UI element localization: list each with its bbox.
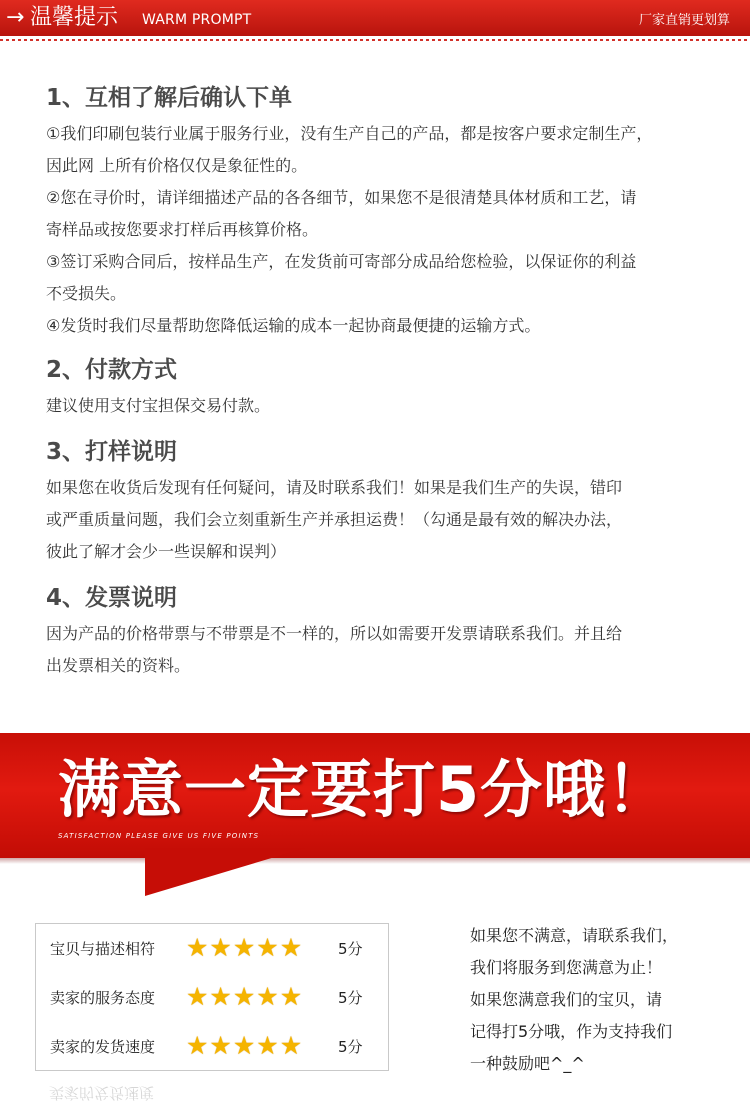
header-subtitle: WARM PROMPT (142, 12, 252, 28)
rating-row (36, 924, 388, 973)
star-icon: ★ (186, 1031, 209, 1060)
section-line: 因为产品的价格带票与不带票是不一样的，所以如需要开发票请联系我们。并且给 (46, 624, 623, 643)
star-icon: ★ (232, 933, 256, 962)
header-bar (0, 0, 750, 38)
rating-score: 5分 (338, 1038, 363, 1056)
star-icon: ★ (232, 982, 256, 1011)
section-line: 或严重质量问题，我们会立刻重新生产并承担运费！（勾通是最有效的解决办法， (46, 510, 623, 529)
star-icon: ★ (209, 982, 232, 1011)
section-line: 如果您在收货后发现有任何疑问，请及时联系我们！如果是我们生产的失误，错印 (46, 478, 623, 497)
side-message-line: 记得打5分哦，作为支持我们 (470, 1022, 673, 1041)
reflection-label: 卖家的发货速度 (49, 1084, 155, 1102)
rating-score: 5分 (338, 940, 363, 958)
section-line: 不受损失。 (46, 284, 127, 303)
side-message (470, 920, 720, 1080)
star-icon: ★ (279, 933, 303, 962)
rating-label: 卖家的发货速度 (50, 1038, 156, 1056)
rating-label: 宝贝与描述相符 (50, 940, 156, 958)
section-line: 出发票相关的资料。 (46, 656, 191, 675)
side-message-line: 如果您不满意，请联系我们， (470, 926, 679, 945)
side-message-line: 一种鼓励吧^_^ (470, 1054, 585, 1073)
star-icon: ★ (256, 1031, 279, 1060)
rating-stars (186, 983, 303, 1011)
section-line: 彼此了解才会少一些误解和误判） (46, 542, 287, 561)
section-title-invoice: 4、发票说明 (46, 585, 178, 611)
star-icon: ★ (279, 982, 303, 1011)
header-dotted-divider (0, 39, 750, 41)
section-line: 因此网 上所有价格仅仅是象征性的。 (46, 156, 308, 175)
star-icon: ★ (209, 933, 232, 962)
section-line: ③签订采购合同后，按样品生产，在发货前可寄部分成品给您检验，以保证你的利益 (46, 252, 637, 271)
star-icon: ★ (232, 1031, 256, 1060)
star-icon: ★ (256, 933, 279, 962)
banner-pointer (145, 848, 305, 896)
content-area (46, 78, 716, 682)
star-icon: ★ (279, 1031, 303, 1060)
banner-subtitle: SATISFACTION PLEASE GIVE US FIVE POINTS (58, 832, 260, 840)
star-icon: ★ (209, 1031, 232, 1060)
star-icon: ★ (186, 982, 209, 1011)
section-title-order: 1、互相了解后确认下单 (46, 85, 293, 111)
header-title: 温馨提示 (30, 5, 119, 30)
arrow-right-icon: → (6, 5, 25, 30)
section-line: ②您在寻价时，请详细描述产品的各各细节，如果您不是很清楚具体材质和工艺，请 (46, 188, 637, 207)
rating-row (36, 973, 388, 1022)
section-line: 建议使用支付宝担保交易付款。 (46, 396, 271, 415)
rating-label: 卖家的服务态度 (50, 989, 156, 1007)
star-icon: ★ (186, 933, 209, 962)
star-icon: ★ (256, 982, 279, 1011)
side-message-line: 如果您满意我们的宝贝，请 (470, 990, 663, 1009)
rating-score: 5分 (338, 989, 363, 1007)
section-title-payment: 2、付款方式 (46, 357, 178, 383)
rating-stars (186, 1032, 303, 1060)
side-message-line: 我们将服务到您满意为止！ (470, 958, 663, 977)
section-line: ①我们印刷包装行业属于服务行业，没有生产自己的产品，都是按客户要求定制生产， (46, 124, 653, 143)
section-title-sample: 3、打样说明 (46, 439, 178, 465)
banner-title: 满意一定要打5分哦！ (58, 753, 670, 826)
banner-shadow (0, 858, 750, 864)
header-right-text: 厂家直销更划算 (638, 13, 730, 28)
rating-box (35, 923, 389, 1071)
rating-row (36, 1022, 388, 1071)
rating-box-reflection (35, 1072, 387, 1110)
section-line: 寄样品或按您要求打样后再核算价格。 (46, 220, 319, 239)
rating-stars (186, 934, 303, 962)
section-line: ④发货时我们尽量帮助您降低运输的成本一起协商最便捷的运输方式。 (46, 316, 541, 335)
